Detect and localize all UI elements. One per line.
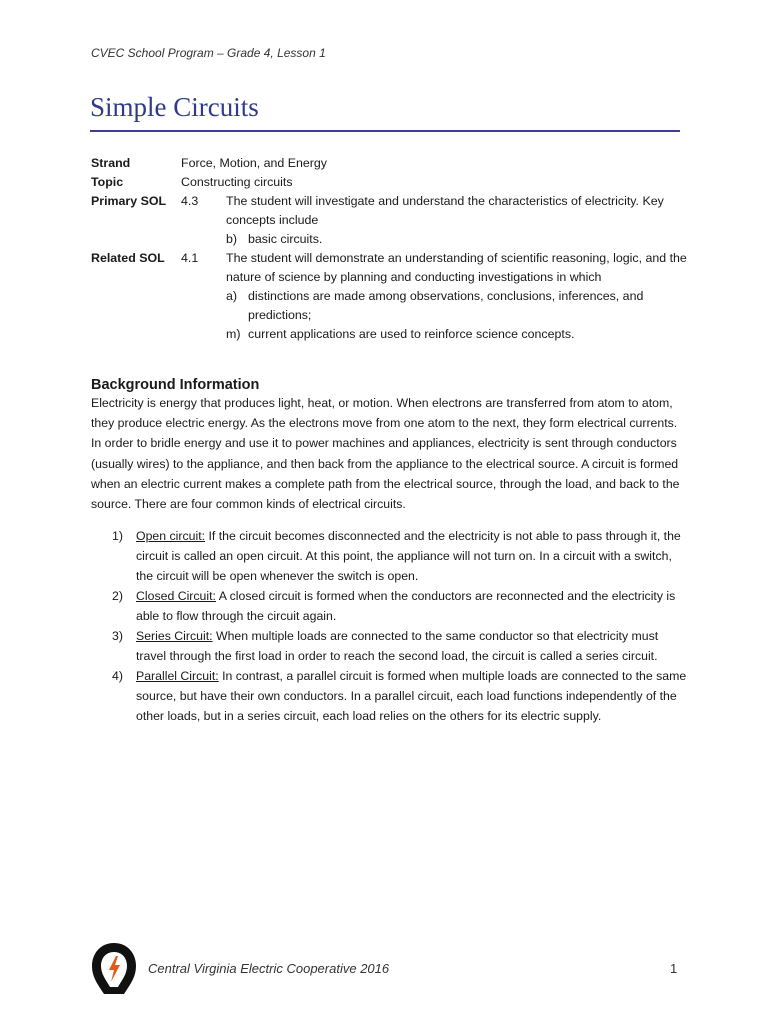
primary-sol-item-marker: b) (226, 232, 238, 246)
related-sol-item (226, 325, 691, 344)
related-sol-text: The student will demonstrate an understanding of scientific reasoning, logic, and the nature of science by planning and conducting investigations in which (226, 251, 687, 284)
related-sol-item-text: current applications are used to reinforce science concepts. (248, 327, 575, 341)
primary-sol-item (226, 230, 691, 249)
meta-value-strand: Force, Motion, and Energy (181, 156, 328, 170)
cvec-logo-icon (90, 941, 138, 997)
list-item-text: When multiple loads are connected to the same conductor so that electricity must travel through the first load in order to reach the second load, the circuit is called a series circuit. (136, 629, 659, 663)
list-item-term: Closed Circuit: (136, 589, 216, 603)
related-sol-item-marker: m) (226, 327, 241, 341)
list-item-term: Open circuit: (136, 529, 206, 543)
meta-label-primary-sol: Primary SOL (91, 194, 167, 208)
page-number: 1 (670, 961, 678, 976)
meta-row-strand (91, 154, 691, 173)
related-sol-item-marker: a) (226, 289, 238, 303)
footer-org: Central Virginia Electric Cooperative 2016 (148, 961, 390, 976)
list-item-text: In contrast, a parallel circuit is formed when multiple loads are connected to the same source, but have their own conductors. In a parallel circuit, each load functions independently of the other loads, but in a series circuit, each load relies on the others for its electric supply. (136, 669, 687, 723)
list-item (112, 626, 687, 666)
meta-row-topic (91, 173, 691, 192)
related-sol-item-text: distinctions are made among observations, conclusions, inferences, and predictions; (248, 289, 644, 322)
meta-label-strand: Strand (91, 156, 131, 170)
list-item-number: 4) (112, 669, 123, 683)
list-item-number: 3) (112, 629, 123, 643)
list-item-term: Series Circuit: (136, 629, 213, 643)
list-item (112, 526, 687, 586)
title-rule (90, 130, 680, 132)
list-item-text: If the circuit becomes disconnected and the electricity is not able to pass through it, the circuit is called an open circuit. At this point, the appliance will not turn on. In a circuit with a switch, the circuit will be open whenever the switch is open. (136, 529, 681, 583)
meta-value-topic: Constructing circuits (181, 175, 293, 189)
list-item-number: 1) (112, 529, 123, 543)
list-item-term: Parallel Circuit: (136, 669, 219, 683)
related-sol-number: 4.1 (181, 251, 199, 265)
meta-row-related-sol (91, 249, 691, 344)
running-header: CVEC School Program – Grade 4, Lesson 1 (91, 46, 326, 60)
list-item-number: 2) (112, 589, 123, 603)
primary-sol-item-text: basic circuits. (248, 232, 323, 246)
meta-label-topic: Topic (91, 175, 124, 189)
circuit-types-list (112, 526, 687, 726)
meta-label-related-sol: Related SOL (91, 251, 165, 265)
background-paragraph: Electricity is energy that produces light, heat, or motion. When electrons are transferred from atom to atom, they produce electric energy. As the electrons move from one atom to the next, they form electrical currents. In order to bridle energy and use it to power machines and appliances, electricity is sent through conductors (usually wires) to the appliance, and then back from the appliance to the electrical source. A circuit is formed when an electric current makes a complete path from the electrical source, through the load, and back to the source. There are four common kinds of electrical circuits. (91, 396, 680, 512)
primary-sol-text: The student will investigate and understand the characteristics of electricity. Key concepts include (226, 194, 664, 227)
list-item (112, 666, 687, 726)
list-item (112, 586, 687, 626)
related-sol-item (226, 287, 691, 325)
background-heading: Background Information (91, 377, 260, 393)
page-title: Simple Circuits (90, 92, 259, 122)
primary-sol-number: 4.3 (181, 194, 199, 208)
list-item-text: A closed circuit is formed when the conductors are reconnected and the electricity is able to flow through the circuit again. (136, 589, 676, 623)
meta-row-primary-sol (91, 192, 691, 249)
lesson-meta (91, 154, 691, 344)
